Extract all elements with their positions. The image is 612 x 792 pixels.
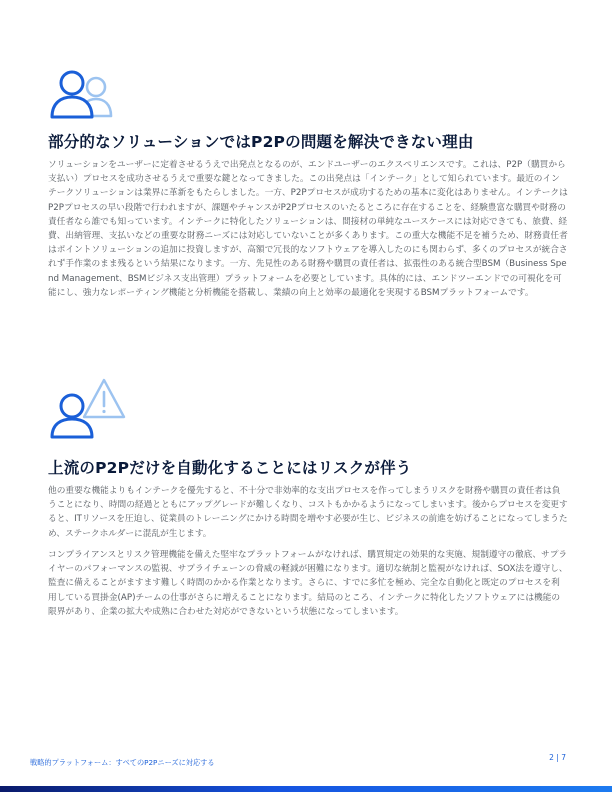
section-heading-upstream-risk: 上流のP2Pだけを自動化することにはリスクが伴う [48,459,412,477]
footer-document-title: 戦略的プラットフォーム：すべてのP2Pニーズに対応する [30,758,215,767]
users-icon [48,68,122,120]
section-paragraph-upstream-risk-1: 他の重要な機能よりもインテークを優先すると、不十分で非効率的な支出プロセスを作ってしまうリスクを財務や購買の責任者は負うことになり、時間の経過とともにアップグレードが難しくなり、コストもかかるようになってしまいます。後からプロセスを変更すると、ITリソースを圧迫し、従業員のトレーニングにかける時間を増やす必要が生じ、ビジネスの前進を妨げることになってしまうため、ステークホルダーに混乱が生じます。 [48,486,568,539]
section-heading-partial-solutions: 部分的なソリューションではP2Pの問題を解決できない理由 [48,133,474,151]
section-paragraph-upstream-risk-2: コンプライアンスとリスク管理機能を備えた堅牢なプラットフォームがなければ、購買規定の効果的な実施、規制遵守の徹底、サプライヤーのパフォーマンスの監視、サプライチェーンの脅威の軽減が困難になります。適切な統制と監視がなければ、SOX法を遵守し、監査に備えることがますます難しく時間のかかる作業となります。さらに、すでに多忙を極め、完全な自動化と既定のプロセスを利用している買掛金(AP)チームの仕事がさらに増えることになります。結局のところ、インテークに特化したソフトウェアには機能の限界があり、企業の拡大や成熟に合わせた対応ができないという状態になってしまいます。 [48,550,568,617]
footer-accent-bar [0,786,612,792]
section-paragraph-partial-solutions: ソリューションをユーザーに定着させるうえで出発点となるのが、エンドユーザーのエクスペリエンスです。これは、P2P（購買から支払い）プロセスを成功させるうえで重要な鍵となってきました。この出発点は「インテーク」として知られています。最近のインテークソリューションは業界に革新をもたらしました。一方、P2Pプロセスが成功するための基本に変化はありません。インテークはP2Pプロセスの早い段階で行われますが、課題やチャンスがP2Pプロセスのいたるところに存在することを、経験豊富な購買や財務の責任者なら誰でも知っています。インテークに特化したソリューションは、間接材の単純なユースケースには対応できても、旅費、経費、出納管理、支払いなどの重要な財務ニーズには対応していないことが多くあります。この重大な機能不足を補うため、財務責任者はポイントソリューションの追加に投資しますが、高額で冗長的なソフトウェアを導入したのにも関わらず、多くのプロセスが統合されず手作業のまま残るという結果になります。一方、先見性のある財務や購買の責任者は、拡張性のある統合型BSM（Business Spend Management、BSMビジネス支出管理）プラットフォームを必要としています。具体的には、エンドツーエンドでの可視化を可能にし、強力なレポーティング機能と分析機能を搭載し、業績の向上と効率の最適化を実現するBSMプラットフォームです。 [48,160,568,298]
page-number: 2 | 7 [549,753,566,762]
user-warning-icon [48,377,128,439]
